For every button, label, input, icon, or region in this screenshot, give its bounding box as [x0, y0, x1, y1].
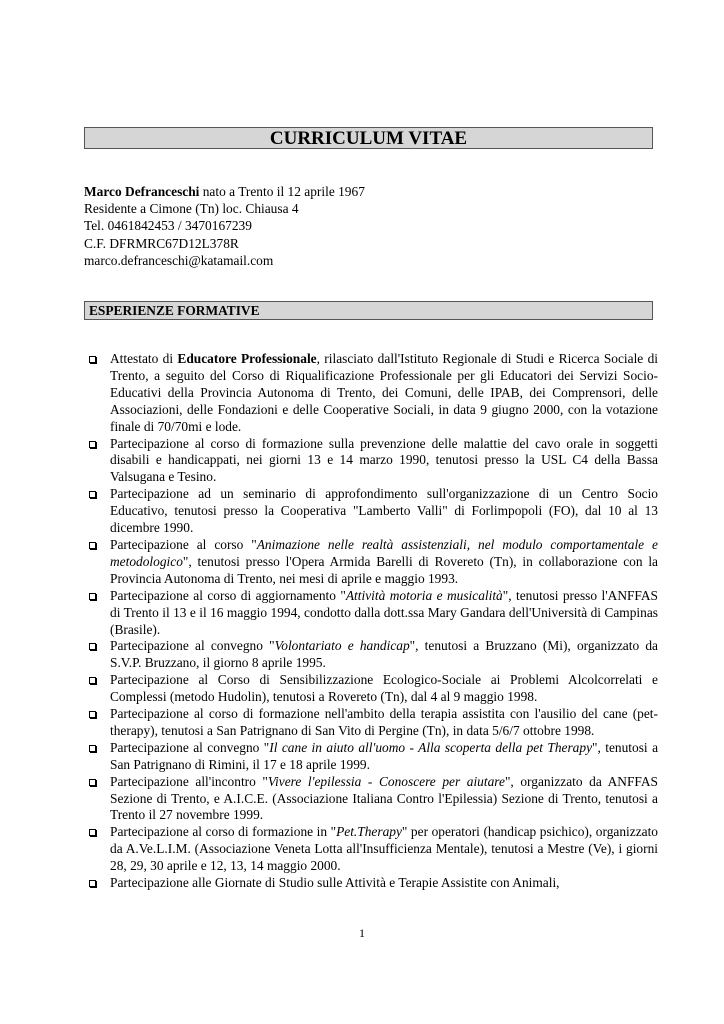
checkbox-bullet-icon — [89, 491, 96, 498]
checkbox-bullet-icon — [89, 711, 96, 718]
checkbox-bullet-icon — [89, 745, 96, 752]
checkbox-bullet-icon — [89, 593, 96, 600]
list-item: Partecipazione al corso "Animazione nelle realtà assistenziali, nel modulo comportamentale e metodologico", tenutosi presso l'Opera Armida Barelli di Rovereto (Tn), in collaborazione con la Provincia Autonoma di Trento, nei mesi di aprile e maggio 1993. — [84, 537, 658, 588]
list-item: Partecipazione al Corso di Sensibilizzazione Ecologico-Sociale ai Problemi Alcolcorrelati e Complessi (metodo Hudolin), tenutosi a Rovereto (Tn), dal 4 al 9 maggio 1998. — [84, 672, 658, 706]
list-item: Partecipazione al corso di aggiornamento "Attività motoria e musicalità", tenutosi presso l'ANFFAS di Trento il 13 e il 16 maggio 1994, condotto dalla dott.ssa Mary Gandara dell'Università di Campinas (Brasile). — [84, 588, 658, 639]
checkbox-bullet-icon — [89, 829, 96, 836]
residence: Residente a Cimone (Tn) loc. Chiausa 4 — [84, 201, 299, 217]
checkbox-bullet-icon — [89, 542, 96, 549]
fiscal-code: C.F. DFRMRC67D12L378R — [84, 235, 239, 251]
list-item: Attestato di Educatore Professionale, rilasciato dall'Istituto Regionale di Studi e Ricerca Sociale di Trento, a seguito del Corso di Riqualificazione Professionale per gli Educatori dei Servizi Socio-Educativi della Provincia Autonoma di Trento, dei Comuni, delle IPAB, dei Comprensori, delle Associazioni, delle Fondazioni e delle Cooperative Sociali, in data 9 giugno 2000, con la votazione finale di 70/70mi e lode. — [84, 351, 658, 436]
list-item: Partecipazione alle Giornate di Studio sulle Attività e Terapie Assistite con Animali, — [84, 875, 658, 892]
page-number: 1 — [359, 926, 365, 940]
birth-info: nato a Trento il 12 aprile 1967 — [199, 184, 365, 199]
training-list — [84, 351, 658, 892]
list-item: Partecipazione al convegno "Volontariato e handicap", tenutosi a Bruzzano (Mi), organizzato da S.V.P. Bruzzano, il giorno 8 aprile 1995. — [84, 638, 658, 672]
list-item: Partecipazione al corso di formazione in "Pet.Therapy" per operatori (handicap psichico), organizzato da A.Ve.L.I.M. (Associazione Veneta Lotta all'Insufficienza Mentale), tenutosi a Mestre (Ve), i giorni 28, 29, 30 aprile e 12, 13, 14 maggio 2000. — [84, 824, 658, 875]
email: marco.defranceschi@katamail.com — [84, 252, 274, 268]
checkbox-bullet-icon — [89, 356, 96, 363]
person-name: Marco Defranceschi — [84, 184, 200, 199]
checkbox-bullet-icon — [89, 643, 96, 650]
list-item: Partecipazione al corso di formazione nell'ambito della terapia assistita con l'ausilio del cane (pet-therapy), tenutosi a San Patrignano di San Vito di Pergine (Tn), in data 5/6/7 ottobre 1998. — [84, 706, 658, 740]
list-item: Partecipazione ad un seminario di approfondimento sull'organizzazione di un Centro Socio Educativo, tenutosi presso la Cooperativa "Lamberto Valli" di Forlimpopoli (FO), dal 10 al 13 dicembre 1990. — [84, 486, 658, 537]
personal-info — [84, 183, 664, 269]
checkbox-bullet-icon — [89, 677, 96, 684]
checkbox-bullet-icon — [89, 880, 96, 887]
phone: Tel. 0461842453 / 3470167239 — [84, 218, 252, 234]
list-item: Partecipazione all'incontro "Vivere l'epilessia - Conoscere per aiutare", organizzato da ANFFAS Sezione di Trento, e A.I.C.E. (Associazione Italiana Contro l'Epilessia) Sezione di Trento, tenutosi a Trento il 27 novembre 1999. — [84, 774, 658, 825]
list-item: Partecipazione al convegno "Il cane in aiuto all'uomo - Alla scoperta della pet Therapy", tenutosi a San Patrignano di Rimini, il 17 e 18 aprile 1999. — [84, 740, 658, 774]
list-item: Partecipazione al corso di formazione sulla prevenzione delle malattie del cavo orale in soggetti disabili e handicappati, nei giorni 13 e 14 marzo 1990, tenutosi presso la USL C4 della Bassa Valsugana e Tesino. — [84, 436, 658, 487]
name-line — [84, 183, 664, 200]
checkbox-bullet-icon — [89, 779, 96, 786]
section-heading: ESPERIENZE FORMATIVE — [84, 301, 653, 320]
checkbox-bullet-icon — [89, 441, 96, 448]
document-title: CURRICULUM VITAE — [84, 127, 653, 149]
